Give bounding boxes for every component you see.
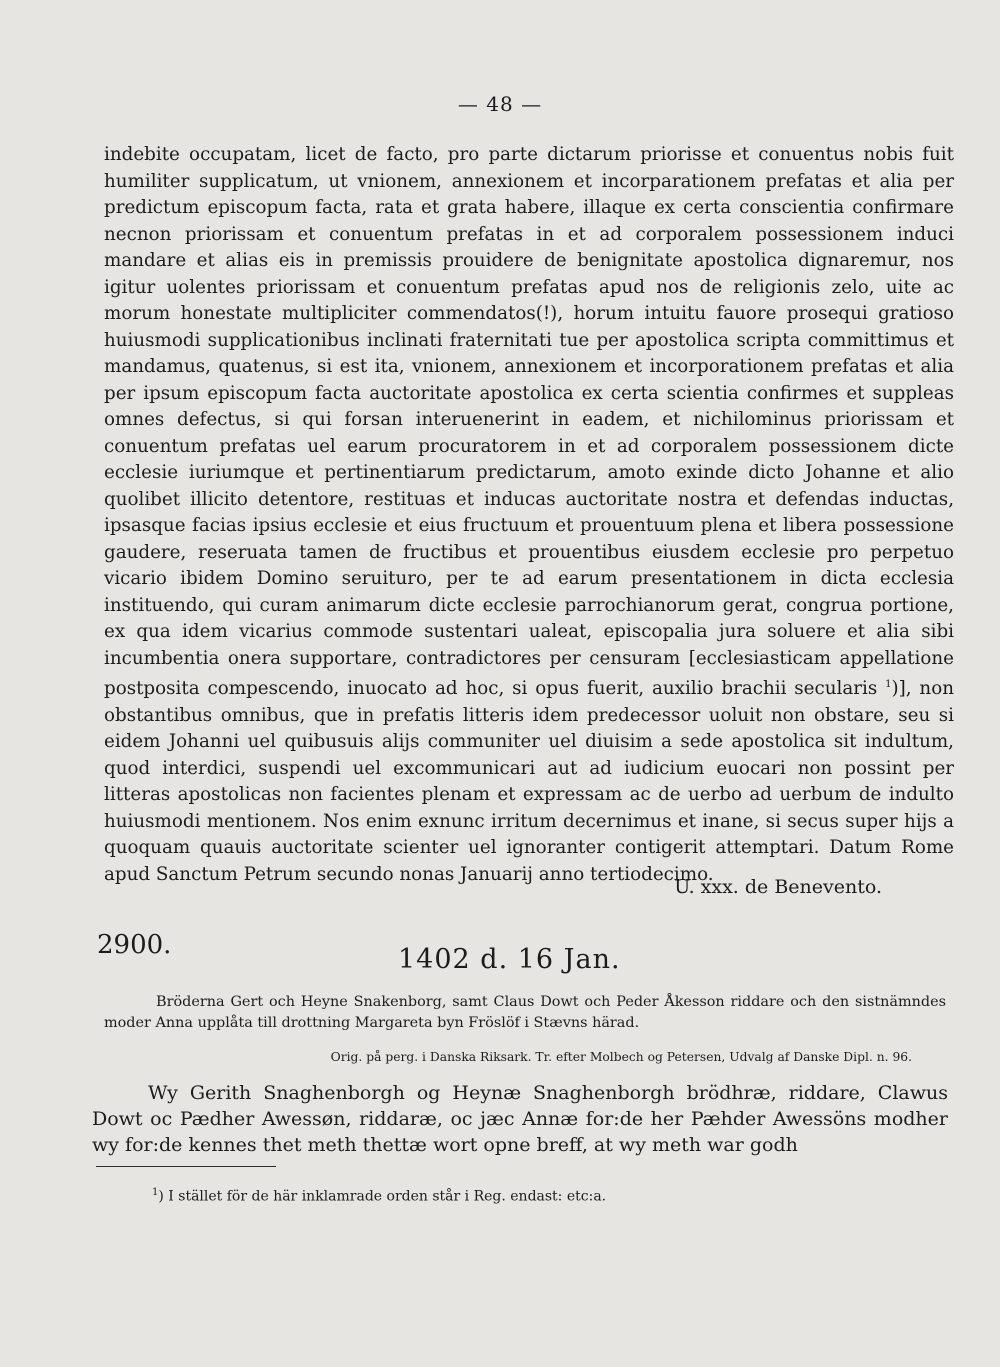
scribe-signature: U. xxx. de Benevento. [674,876,882,898]
main-text-part-1: indebite occupatam, licet de facto, pro parte dictarum priorisse et conuentus nobis fuit humiliter supplicatum, ut vnionem, annexionem et incorparationem prefatas et alia per predictum episcopum facta, rata et grata habere, illaque ex certa conscientia confirmare necnon priorissam et conuentum prefatas in et ad corporalem possessionem induci mandare et alias eis in premissis prouidere de benignitate apostolica dignaremur, nos igitur uolentes priorissam et conuentum prefatas apud nos de religionis zelo, uite ac morum honestate multipliciter commendatos(!), horum intuitu fauore prosequi gratioso huiusmodi supplicationibus inclinati fraternitati tue per apostolica scripta committimus et mandamus, quatenus, si est ita, vnionem, annexionem et incorporationem prefatas et alia per ipsum episcopum facta auctoritate apostolica ex certa scientia confirmes et suppleas omnes defectus, si qui forsan interuenerint in eadem, et nichilominus priorissam et conuentum prefatas uel earum procuratorem in et ad corporalem possessionem dicte ecclesie iuriumque et pertinentiarum predictarum, amoto exinde dicto Johanne et alio quolibet illicito detentore, restituas et inducas auctoritate nostra et defendas inductas, ipsasque facias ipsius ecclesie et eius fructuum et prouentuum plena et libera possessione gaudere, reseruata tamen de fructibus et prouentibus eiusdem ecclesie pro perpetuo vicario ibidem Domino seruituro, per te ad earum presentationem in dicta ecclesia instituendo, qui curam animarum dicte ecclesie parrochianorum gerat, congrua portione, ex qua idem vicarius commode sustentari ualeat, episcopalia jura soluere et alia sibi incumbentia onera supportare, contradictores per censuram [ecclesiasticam appellatione postposita compescendo, inuocato ad hoc, si opus fuerit, auxilio brachii secularis [104,144,954,700]
main-body-text [104,142,954,888]
main-text-part-2: )], non obstantibus omnibus, que in prefatis litteris idem predecessor uoluit non obstare, seu si eidem Johanni uel quibusuis alijs communiter uel diuisim a sede apostolica sit indultum, quod interdici, suspendi uel excommunicari aut ad iudicium euocari non possint per litteras apostolicas non facientes plenam et expressam ac de uerbo ad uerbum de indulto huiusmodi mentionem. Nos enim exnunc irritum decernimus et inane, si secus super hijs a quoquam quauis auctoritate scienter uel ignoranter contigerit attemptari. Datum Rome apud Sanctum Petrum secundo nonas Januarij anno tertiodecimo. [104,678,954,885]
footnote [152,1187,606,1205]
document-number: 2900. [97,930,172,960]
page-number: — 48 — [457,92,543,116]
footnote-divider [96,1166,276,1167]
footnote-text: ) I stället för de här inklamrade orden står i Reg. endast: etc:a. [158,1188,607,1205]
footnote-marker: 1 [152,1187,159,1198]
source-note: Orig. på perg. i Danska Riksark. Tr. efter Molbech og Petersen, Udvalg af Danske Dipl. n. 96. [330,1050,912,1064]
document-summary: Bröderna Gert och Heyne Snakenborg, samt Claus Dowt och Peder Åkesson riddare och den sistnämndes moder Anna upplåta till drottning Margareta byn Fröslöf i Stævns härad. [104,994,946,1031]
document-date: 1402 d. 16 Jan. [398,944,621,975]
charter-text: Wy Gerith Snaghenborgh og Heynæ Snaghenborgh brödhræ, riddare, Clawus Dowt oc Pædher Awessøn, riddaræ, oc jæc Annæ for:de her Pæhder Awessöns modher wy for:de kennes thet meth thettæ wort opne breff, at wy meth war godh [92,1082,948,1156]
footnote-reference: 1 [885,679,892,690]
